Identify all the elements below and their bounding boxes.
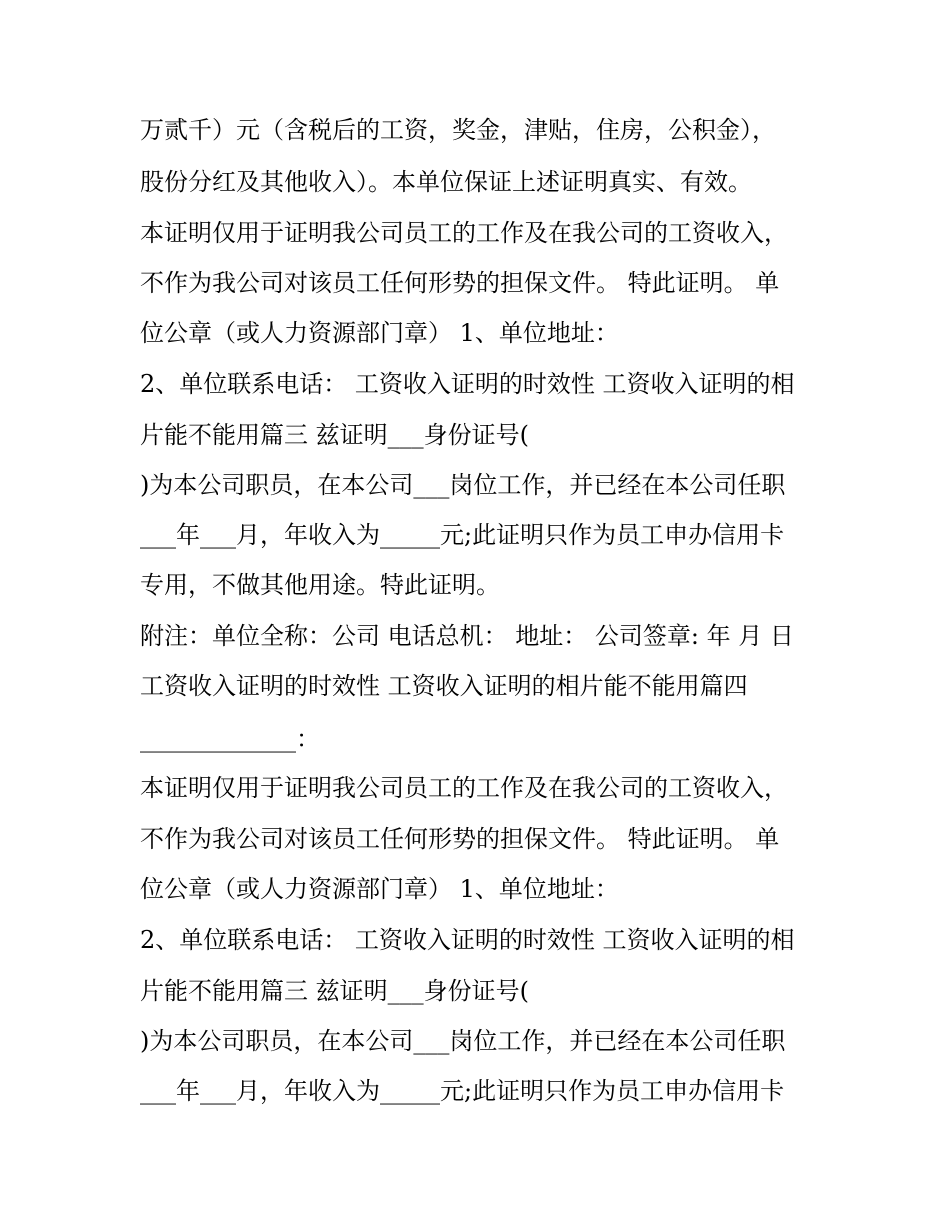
text-line: )为本公司职员，在本公司___岗位工作，并已经在本公司任职 <box>140 1027 786 1055</box>
text-line: 专用，不做其他用途。特此证明。 <box>140 571 500 599</box>
text-line: 附注：单位全称：公司 电话总机： 地址： 公司签章: 年 月 日 <box>140 622 794 650</box>
text-line: 片能不能用篇三 兹证明___身份证号( <box>140 977 529 1005</box>
text-line: ___年___月，年收入为_____元;此证明只作为员工申办信用卡 <box>140 1077 785 1105</box>
text-line: 本证明仅用于证明我公司员工的工作及在我公司的工资收入， <box>140 219 788 247</box>
text-line: 本证明仅用于证明我公司员工的工作及在我公司的工资收入， <box>140 774 788 802</box>
text-line: 股份分红及其他收入）。本单位保证上述证明真实、有效。 <box>140 168 752 196</box>
text-line: 不作为我公司对该员工任何形势的担保文件。 特此证明。 单 <box>140 269 780 297</box>
text-line: 不作为我公司对该员工任何形势的担保文件。 特此证明。 单 <box>140 825 780 853</box>
text-line: 位公章（或人力资源部门章） 1、单位地址： <box>140 319 619 347</box>
text-line: 位公章（或人力资源部门章） 1、单位地址： <box>140 875 619 903</box>
text-line: )为本公司职员，在本公司___岗位工作，并已经在本公司任职 <box>140 471 786 499</box>
text-line: 工资收入证明的时效性 工资收入证明的相片能不能用篇四 <box>140 672 748 700</box>
text-line: 2、单位联系电话： 工资收入证明的时效性 工资收入证明的相 <box>140 370 795 398</box>
text-line: 片能不能用篇三 兹证明___身份证号( <box>140 421 529 449</box>
text-line: 2、单位联系电话： 工资收入证明的时效性 工资收入证明的相 <box>140 926 795 954</box>
text-line: ___年___月，年收入为_____元;此证明只作为员工申办信用卡 <box>140 521 785 549</box>
text-line: _____________： <box>140 725 320 753</box>
text-line: 万贰千）元（含税后的工资，奖金，津贴，住房，公积金）， <box>140 116 776 144</box>
